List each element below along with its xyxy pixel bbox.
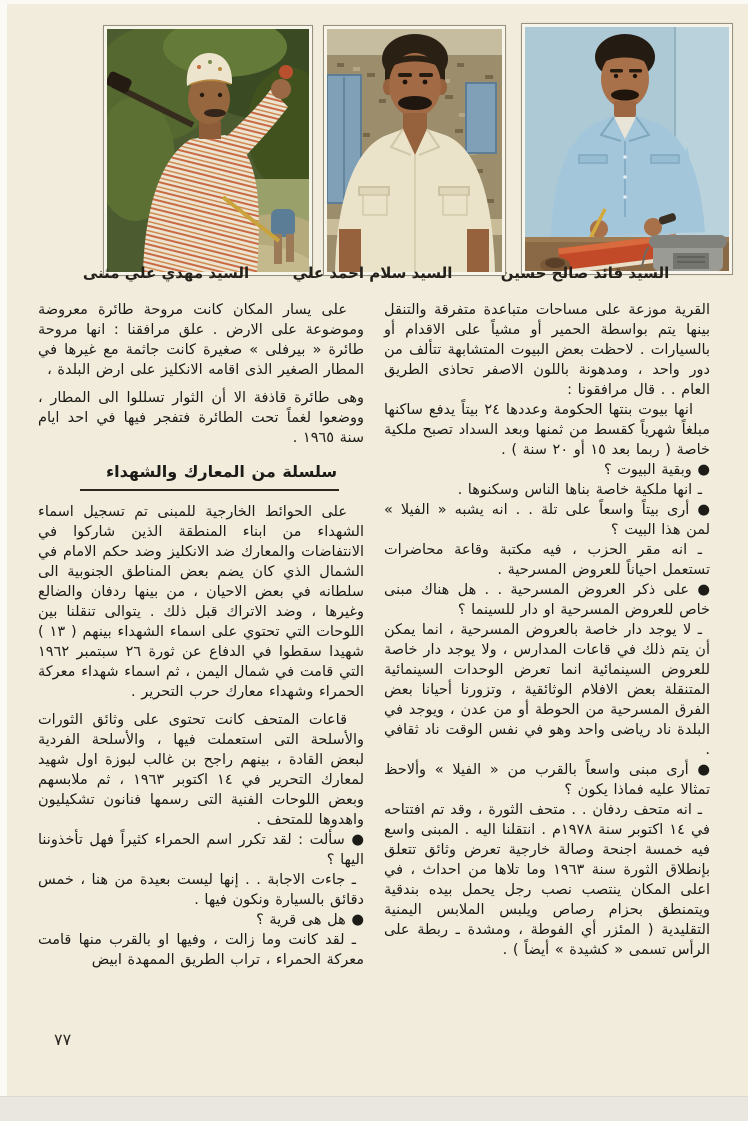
- interview-question: ● سألت : لقد تكرر اسم الحمراء كثيراً فهل تأخذوننا اليها ؟: [38, 832, 364, 868]
- page-number: ٧٧: [54, 1030, 72, 1049]
- portrait-illustration: [107, 29, 309, 272]
- photo-caption-middle: السيد سلام احمد علي: [292, 264, 453, 282]
- interview-answer: ـ انه متحف ردفان . . متحف الثورة ، وقد تم افتتاحه في ١٤ اكتوبر سنة ١٩٧٨م . انتقلنا اليه . المبنى واسع فيه خمسة اجنحة وصالة خارجية تعرض وثائق تتعلق بإنطلاق الثورة سنة ١٩٦٣ وما تلاها من احداث ، في اعلى المكان ينتصب نصب رجل يحمل بيده بندقية ويتمنطق بحزام رصاص ويلبس الملابس اليمنية التقليدية ( المئزر أي الفوطة ، ومشدة ـ ربطة على الرأس تسمى « كشيدة » أيضاً ) .: [384, 802, 710, 958]
- interview-question: ● على ذكر العروض المسرحية . . هل هناك مبنى خاص للعروض المسرحية او دار للسينما ؟: [384, 582, 710, 618]
- interview-question: ● أرى مبنى واسعاً بالقرب من « الفيلا » وألاحظ تمثالا عليه فماذا يكون ؟: [384, 762, 710, 798]
- portrait-illustration: [525, 27, 729, 271]
- photo-caption-left: السيد مهدي علي مثنى: [82, 264, 250, 282]
- paragraph: على يسار المكان كانت مروحة طائرة معروضة وموضوعة على الارض . علق مرافقنا : انها مروحة طائرة « بيرفلى » صغيرة كانت جاثمة مع غيرها في المطار الصغير الذى اقامه الانكليز على ارض البلدة ،: [38, 302, 364, 378]
- paragraph: على الحوائط الخارجية للمبنى تم تسجيل اسماء الشهداء من ابناء المنطقة الذين شاركوا في الانتفاضات والمعارك ضد الانكليز وضد حكم الامام في الشمال الذي كان يضم بعض المناطق الجنوبية الى سلطانه في بعض الاحيان ، من بينها ردفان والضالع وغيرها ، وضد الاتراك قبل ذلك . يتوالى تنقلنا بين اللوحات التي تحتوي على اسماء الشهداء بينهم ( ١٣ ) شهيدا سقطوا في الدفاع عن ثورة ٢٦ سبتمبر ١٩٦٢ التي قامت في شمال اليمن ، ثم اسماء شهداء معركة الحمراء وشهداء معارك حرب التحرير .: [38, 504, 364, 700]
- interview-question: ● هل هى قرية ؟: [256, 912, 364, 928]
- portrait-illustration: [327, 29, 502, 272]
- scan-margin-bottom: [0, 1096, 748, 1121]
- scan-margin-left: [0, 0, 7, 1120]
- section-heading: سلسلة من المعارك والشهداء: [80, 462, 339, 491]
- paragraph: القرية موزعة على مساحات متباعدة متفرقة والتنقل بينها يتم بواسطة الحمير أو مشياً على الاقدام أو بالسيارات . لاحظت بعض البيوت المتشابهة تتألف من دور واحد ، ومدهونة باللون الاصفر تحاذى الطريق العام . . قال مرافقونا :: [384, 302, 710, 398]
- interview-answer: ـ جاءت الاجابة . . إنها ليست بعيدة من هنا ، خمس دقائق بالسيارة ونكون فيها .: [38, 872, 364, 908]
- interview-answer: ـ لقد كانت وما زالت ، وفيها او بالقرب منها قامت معركة الحمراء ، تراب الطريق الممهدة ابيض: [38, 932, 364, 968]
- text-column-right: [384, 300, 710, 960]
- photo-caption-right: السيد قائد صالح حسين: [500, 264, 670, 282]
- portrait-photo-salam-ahmed-ali: [324, 26, 505, 275]
- interview-question: ● وبقية البيوت ؟: [603, 462, 710, 478]
- interview-answer: ـ انه مقر الحزب ، فيه مكتبة وقاعة محاضرات تستعمل احياناً للعروض المسرحية .: [384, 542, 710, 578]
- interview-question: ● أرى بيتاً واسعاً على تلة . . انه يشبه « الفيلا » لمن هذا البيت ؟: [384, 502, 710, 538]
- portrait-photo-qaid-saleh-hussein: [522, 24, 732, 274]
- interview-answer: ـ لا يوجد دار خاصة بالعروض المسرحية ، انما يمكن أن يتم ذلك في قاعات المدارس ، ولا يوجد دار خاصة للعروض السينمائية انما تعرض الوحدات السينمائية المتنقلة بعض الافلام الوثائقية ، وتزورنا أحيانا بعض الفرق المسرحية من الحوطة أو من عدن ، ويوجد في البلدة ناد رياضى واحد وهو في نفس الوقت ناد ثقافي .: [384, 622, 710, 758]
- interview-answer: ـ انها ملكية خاصة بناها الناس وسكنوها .: [457, 482, 702, 498]
- portrait-photo-mahdi-ali-muthanna: [104, 26, 312, 275]
- text-column-left: [38, 300, 364, 970]
- paragraph: قاعات المتحف كانت تحتوى على وثائق الثورات والأسلحة التى استعملت فيها ، والأسلحة الفردية لبعض القادة ، بينهم راجح بن غالب لبوزة اول شهيد لمعارك التحرير في ١٤ اكتوبر ١٩٦٣ ، ثم ملابسهم وبعض اللوحات الفنية التى رسمها فنانون تشكيليون واهدوها للمتحف .: [38, 712, 364, 828]
- scan-margin-top: [0, 0, 748, 4]
- paragraph: انها بيوت بنتها الحكومة وعددها ٢٤ بيتاً يدفع ساكنها مبلغاً شهرياً كقسط من ثمنها وبعد السداد تصبح ملكية خاصة ( ربما بعد ١٥ أو ٢٠ سنة ) .: [384, 402, 710, 458]
- paragraph: وهى طائرة قاذفة الا أن الثوار تسللوا الى المطار ، ووضعوا لغماً تحت الطائرة فتفجر فيها في احد ايام سنة ١٩٦٥ .: [38, 390, 364, 446]
